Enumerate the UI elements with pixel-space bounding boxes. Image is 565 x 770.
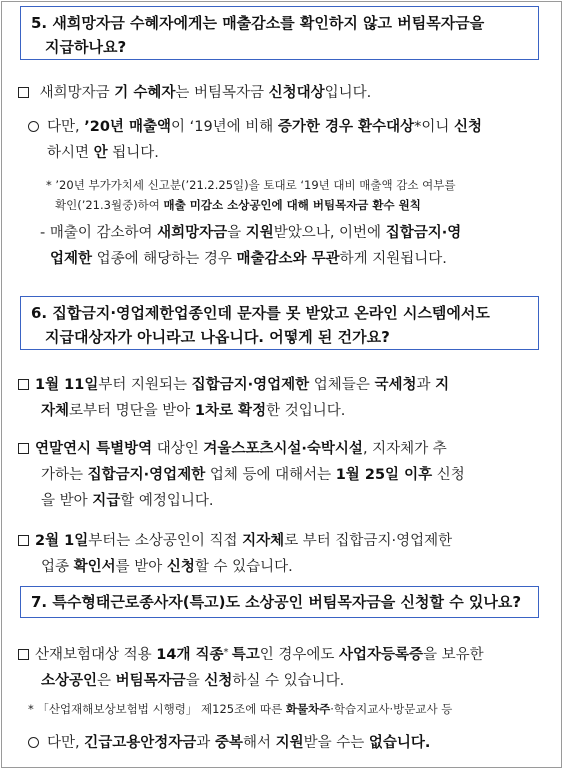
q6-paragraph-1 [18,372,548,424]
footnote-line1: * ’20년 부가가치세 신고분(’21.2.25일)을 토대로 ‘19년 대비 매출액 감소 여부를 [46,178,456,192]
q5-footnote [46,175,546,215]
text-run-bold: 집합금지·영업제한 [191,377,310,393]
text-run: 할 수 있습니다. [194,559,293,575]
question-6-title-line1: 6. 집합금지·영업제한업종인데 문자를 못 받았고 온라인 시스템에서도 [31,304,490,322]
q7-footnote [28,699,548,719]
q6-paragraph-2 [18,436,548,514]
text-run: 다만, [47,735,85,751]
text-run-bold: 1월 25일 이후 [335,467,433,483]
text-run: 인 경우에도 [259,647,339,663]
text-run-bold: 지자체 [242,533,285,549]
q5-p1-text [40,85,372,101]
q6-paragraph-3 [18,528,548,580]
text-run: 로 부터 집합금지·영업제한 [284,533,453,549]
text-run-bold: 버팀목자금 [115,673,186,689]
text-run: 을 [227,225,246,241]
text-run: 한 것입니다. [266,403,346,419]
text-run: 을 받아 [41,493,93,509]
text-run-bold: 기 수혜자 [114,85,176,101]
text-run: - 매출이 감소하여 [40,225,158,241]
text-run: 받을 수는 [303,735,369,751]
text-run-bold: 자체 [41,403,70,419]
square-bullet-icon [18,535,29,546]
text-run-bold: 사업자등록증 [339,647,424,663]
q5-paragraph-1 [18,80,548,106]
text-run: 확인(’21.3월중)하여 [55,198,164,212]
text-run: 업종 [41,559,74,575]
text-run: 을 [185,673,205,689]
text-run-bold: 집합금지·영 [385,225,462,241]
circle-bullet-icon [28,121,39,132]
text-run-bold: 지 [435,377,450,393]
text-run-bold: 긴급고용안정자금 [84,735,197,751]
text-run-bold: 지급 [92,493,121,509]
text-run: 는 버팀목자금 [175,85,269,101]
question-5-title-line1: 5. 새희망자금 수혜자에게는 매출감소를 확인하지 않고 버팀목자금을 [31,14,485,32]
text-run: 을 보유한 [423,647,484,663]
text-run: 부터 지원되는 [98,377,192,393]
text-run: 업종에 해당하는 경우 [92,251,237,267]
text-run: 가하는 [41,467,88,483]
text-run-bold: 국세청 [374,377,417,393]
text-run-bold: 신청 [204,673,233,689]
text-run-bold: 신청 [166,559,195,575]
text-run-bold: 매출 미감소 소상공인에 대해 버팀목자금 환수 원칙 [163,198,421,212]
text-run: 은 [97,673,116,689]
text-run: 할 예정입니다. [120,493,214,509]
text-run-bold: 화물차주 [285,702,331,716]
text-run: 를 받아 [115,559,167,575]
q5-paragraph-2 [28,114,548,166]
text-run: 됩니다. [107,145,159,161]
square-bullet-icon [18,379,29,390]
text-run-bold: 확인서 [73,559,116,575]
text-run: 업체들은 [309,377,375,393]
text-run: ·학습지교사·방문교사 등 [330,702,453,716]
text-run: 업체 등에 대해서는 [205,467,336,483]
text-run-bold: 없습니다. [368,735,431,751]
text-run-bold: 신청 [453,119,482,135]
text-run: 대상인 [152,441,204,457]
text-run: *이니 [414,119,454,135]
q7-paragraph-2 [28,730,548,756]
text-run: 이 ‘19년에 비해 [171,119,278,135]
text-run-bold: 14개 직종 [156,647,224,663]
question-6-title-line2: 지급대상자가 아니라고 나옵니다. 어떻게 된 건가요? [45,328,390,346]
q7-paragraph-1 [18,640,548,694]
text-run-bold: 매출감소와 무관 [236,251,340,267]
question-7-box [20,586,539,618]
circle-bullet-icon [28,737,39,748]
text-run-bold: 증가한 경우 환수대상 [277,119,415,135]
text-run: * 「산업재해보상보험법 시행령」 제125조에 따른 [28,702,286,716]
text-run-bold: 지원 [275,735,304,751]
question-7-title: 7. 특수형태근로종사자(특고)도 소상공인 버팀목자금을 신청할 수 있나요? [31,593,522,611]
text-run-bold: 중복 [214,735,243,751]
q5-paragraph-3 [40,220,550,272]
text-run-bold: 안 [93,145,108,161]
text-run: 산재보험대상 적용 [35,647,157,663]
text-run: 해서 [242,735,276,751]
text-run-bold: ’20년 매출액 [84,119,171,135]
text-run-bold: 신청대상 [268,85,325,101]
square-bullet-icon [18,87,29,98]
text-run-bold: 1월 11일 [35,377,99,393]
square-bullet-icon [18,649,29,660]
question-6-box [20,296,539,350]
text-run: 하게 지원됩니다. [339,251,447,267]
text-run: 과 [196,735,215,751]
text-run-bold: 새희망자금 [157,225,228,241]
text-run-bold: 집합금지·영업제한 [87,467,206,483]
text-run: 과 [416,377,436,393]
text-run-bold: 소상공인 [41,673,98,689]
text-run: 하실 수 있습니다. [232,673,345,689]
text-run-bold: 특고 [231,647,260,663]
text-run-bold: 2월 1일 [35,533,89,549]
text-run-bold: 1차로 확정 [194,403,267,419]
text-run: * [223,647,232,658]
text-run-bold: 연말연시 특별방역 [35,441,153,457]
text-run: 입니다. [324,85,372,101]
text-run: , 지자체가 추 [362,441,447,457]
text-run: 로부터 명단을 받아 [69,403,195,419]
text-run: 부터는 소상공인이 직접 [88,533,243,549]
text-run: 받았으나, 이번에 [273,225,386,241]
square-bullet-icon [18,443,29,454]
text-run-bold: 겨울스포츠시설·숙박시설 [203,441,363,457]
text-run: 신청 [432,467,465,483]
text-run-bold: 업제한 [50,251,93,267]
question-5-title-line2: 지급하나요? [45,38,127,56]
text-run: 새희망자금 [39,85,115,101]
text-run: 다만, [47,119,85,135]
text-run: 하시면 [47,145,94,161]
question-5-box [20,6,539,60]
text-run-bold: 지원 [245,225,274,241]
